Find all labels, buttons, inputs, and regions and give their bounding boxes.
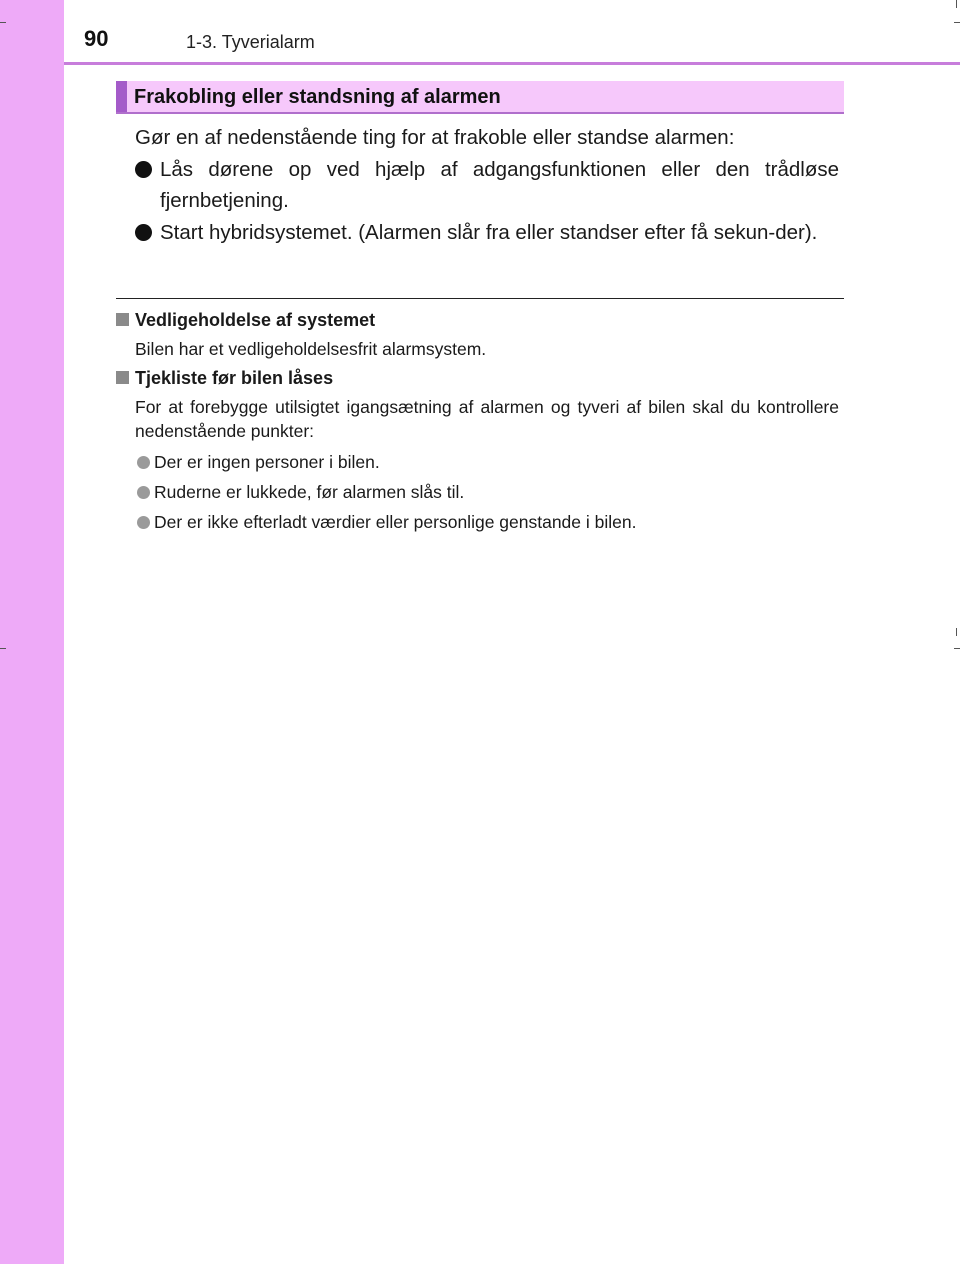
list-item-text: Der er ikke efterladt værdier eller personlige genstande i bilen. <box>154 512 637 532</box>
list-item <box>137 480 464 504</box>
note-title <box>116 368 333 389</box>
note-title <box>116 310 375 331</box>
note-body: Bilen har et vedligeholdelsesfrit alarmsystem. <box>135 339 487 359</box>
list-item <box>135 154 839 216</box>
list-item-text: Start hybridsystemet. (Alarmen slår fra eller standser efter få sekun-der). <box>160 221 818 244</box>
list-item <box>135 217 839 248</box>
square-bullet-icon <box>116 313 129 326</box>
section-label: 1-3. Tyverialarm <box>186 32 315 52</box>
note-title-text: Vedligeholdelse af systemet <box>135 310 376 330</box>
section-divider <box>116 298 844 299</box>
square-bullet-icon <box>116 371 129 384</box>
note-title-text: Tjekliste før bilen låses <box>135 368 334 388</box>
intro-text: Gør en af nedenstående ting for at frakoble eller standse alarmen: <box>135 126 735 149</box>
crop-mark <box>956 0 957 8</box>
crop-mark <box>954 22 960 23</box>
bullet-icon <box>137 486 150 499</box>
list-item <box>137 510 636 534</box>
header-rule <box>64 62 960 65</box>
section-heading: Frakobling eller standsning af alarmen <box>134 86 501 108</box>
note-body: For at forebygge utilsigtet igangsætning af alarmen og tyveri af bilen skal du kontrollere nedenstående punkter: <box>135 397 839 441</box>
list-item <box>137 450 380 474</box>
crop-mark <box>954 648 960 649</box>
section-heading-box <box>116 81 844 114</box>
crop-mark <box>0 22 6 23</box>
list-item-text: Der er ingen personer i bilen. <box>154 452 380 472</box>
heading-accent-bar <box>116 81 127 112</box>
bullet-icon <box>137 456 150 469</box>
crop-mark <box>0 648 6 649</box>
bullet-icon <box>137 516 150 529</box>
bullet-icon <box>135 161 152 178</box>
bullet-icon <box>135 224 152 241</box>
crop-mark <box>956 628 957 636</box>
list-item-text: Ruderne er lukkede, før alarmen slås til. <box>154 482 465 502</box>
page-number: 90 <box>84 26 109 51</box>
side-color-band <box>0 0 64 1264</box>
list-item-text: Lås dørene op ved hjælp af adgangsfunktionen eller den trådløse fjernbetjening. <box>160 158 839 212</box>
